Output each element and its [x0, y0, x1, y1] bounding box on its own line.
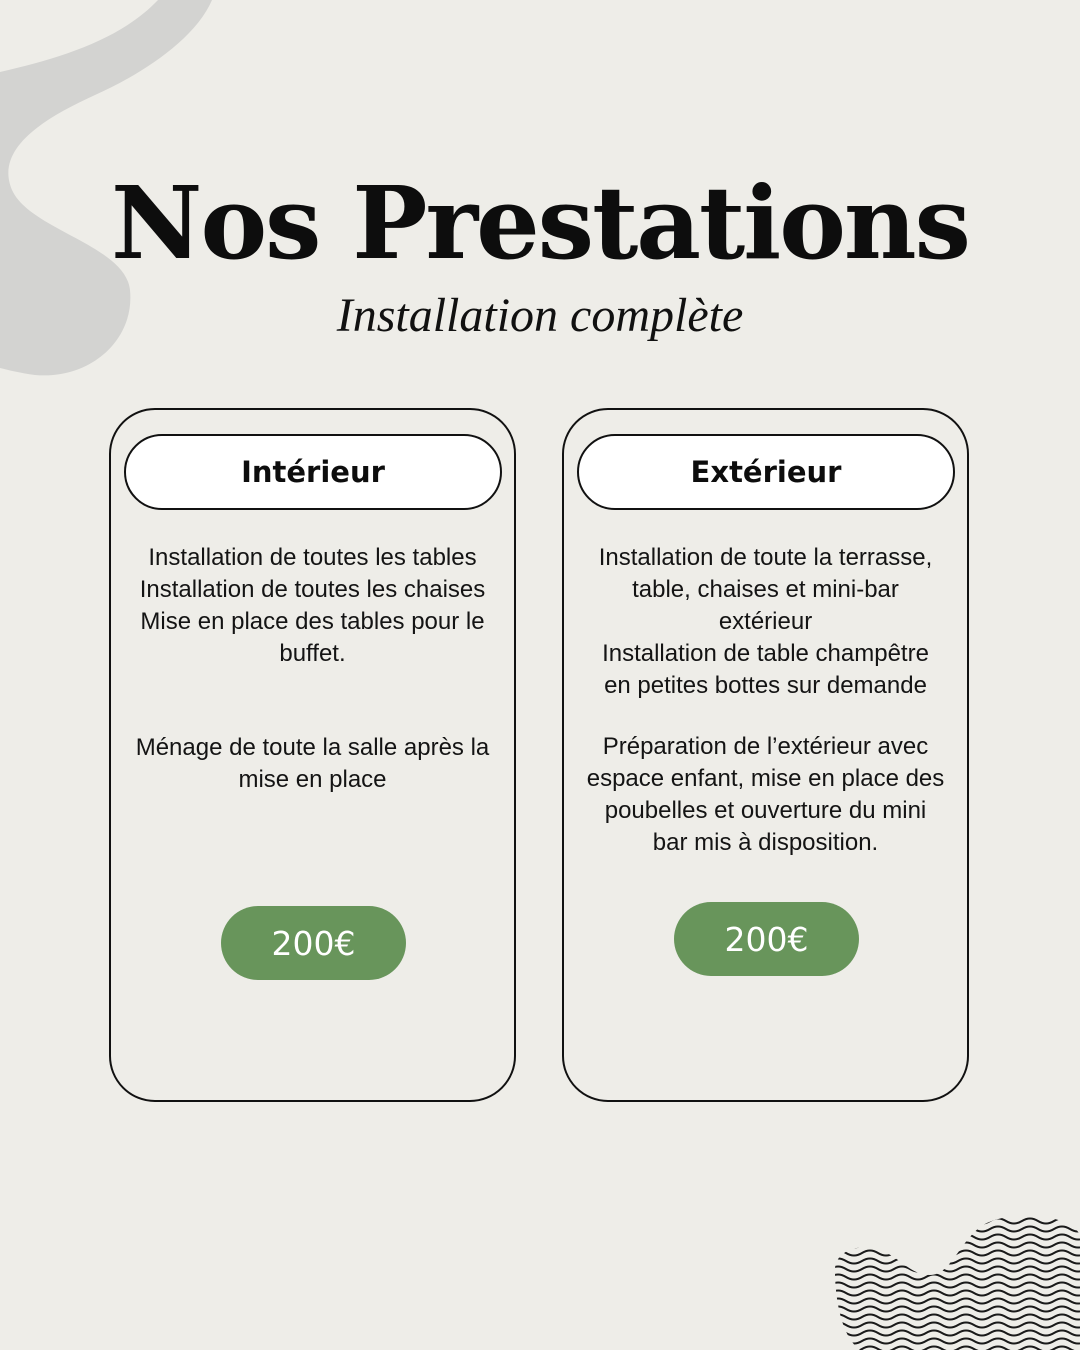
description-line: Préparation de l’extérieur avec — [602, 733, 929, 760]
service-card-exterieur — [562, 408, 969, 1102]
description-line: Installation de toutes les tables — [148, 544, 477, 571]
description-line: table, chaises et mini-bar — [632, 576, 899, 603]
decorative-wave-pattern — [830, 1215, 1080, 1350]
service-card-interieur — [109, 408, 516, 1102]
description-line: mise en place — [238, 766, 387, 793]
description-line: poubelles et ouverture du mini — [604, 797, 927, 824]
page-subtitle: Installation complète — [336, 289, 744, 342]
description-line: espace enfant, mise en place des — [586, 765, 945, 792]
paragraph-spacer — [121, 670, 504, 732]
price-badge: 200€ — [221, 906, 406, 980]
price-badge: 200€ — [674, 902, 859, 976]
card-description — [574, 542, 957, 859]
description-line: buffet. — [279, 640, 346, 667]
paragraph-spacer — [574, 702, 957, 731]
card-heading: Extérieur — [577, 434, 955, 510]
page-title: Nos Prestations — [111, 164, 969, 282]
description-line: en petites bottes sur demande — [604, 672, 927, 699]
description-line: Installation de table champêtre — [602, 640, 929, 667]
description-line: Ménage de toute la salle après la — [135, 734, 490, 761]
description-line: bar mis à disposition. — [652, 829, 879, 856]
description-line: Mise en place des tables pour le — [140, 608, 485, 635]
description-line: extérieur — [718, 608, 813, 635]
description-line: Installation de toute la terrasse, — [598, 544, 933, 571]
card-heading: Intérieur — [124, 434, 502, 510]
description-line: Installation de toutes les chaises — [139, 576, 486, 603]
card-description — [121, 542, 504, 796]
